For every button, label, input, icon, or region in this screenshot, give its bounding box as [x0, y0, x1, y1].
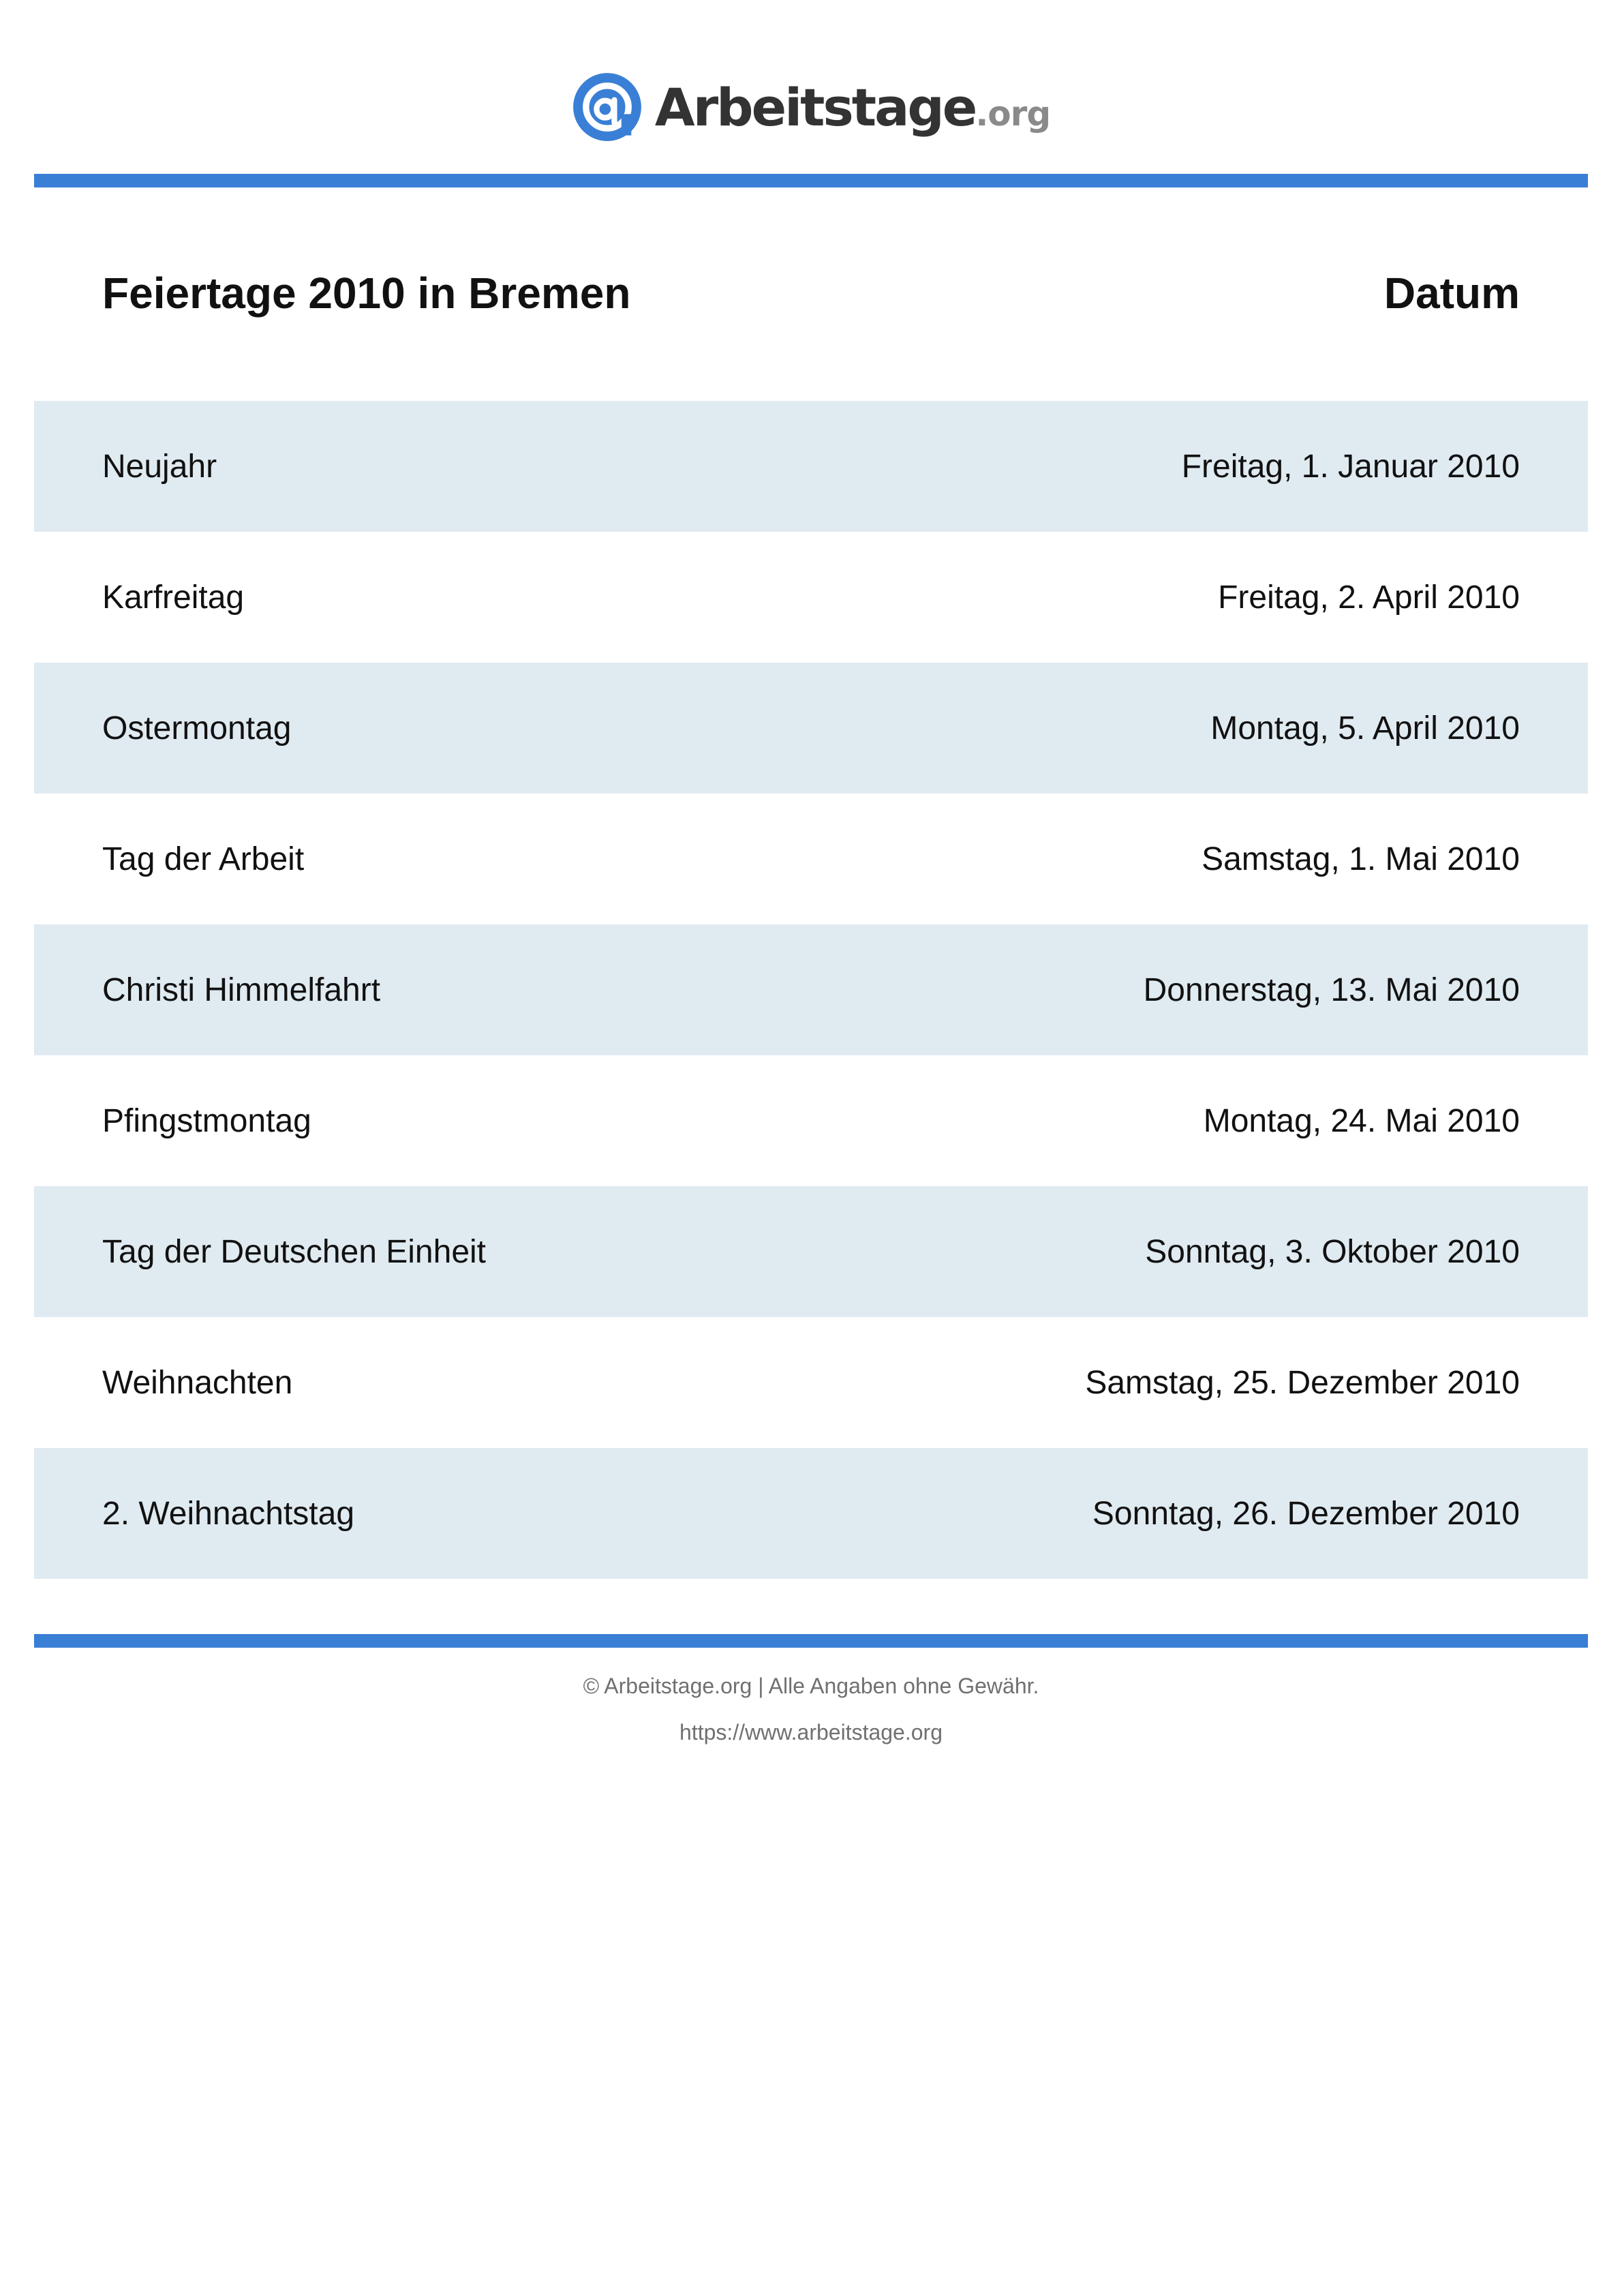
- holiday-date: Donnerstag, 13. Mai 2010: [1143, 971, 1520, 1008]
- holiday-name: Neujahr: [102, 448, 217, 485]
- holiday-row: [34, 924, 1588, 1055]
- top-divider: [34, 174, 1588, 187]
- holiday-row: [34, 1317, 1588, 1448]
- holiday-date: Sonntag, 3. Oktober 2010: [1145, 1233, 1520, 1270]
- holiday-row: [34, 1055, 1588, 1186]
- footer-copyright: © Arbeitstage.org | Alle Angaben ohne Gewähr.: [583, 1674, 1039, 1698]
- at-sign-icon: [572, 72, 643, 142]
- holiday-date: Montag, 5. April 2010: [1210, 710, 1520, 746]
- table-header: [34, 252, 1588, 334]
- holiday-row: [34, 794, 1588, 924]
- holiday-date: Sonntag, 26. Dezember 2010: [1092, 1495, 1520, 1532]
- holiday-row: [34, 1186, 1588, 1317]
- logo-wordmark: [655, 77, 1050, 138]
- footer-url[interactable]: https://www.arbeitstage.org: [679, 1720, 943, 1744]
- holiday-name: 2. Weihnachtstag: [102, 1495, 355, 1532]
- site-logo: [0, 72, 1622, 142]
- table-title: Feiertage 2010 in Bremen: [102, 269, 631, 318]
- holiday-date: Freitag, 1. Januar 2010: [1181, 448, 1520, 485]
- holiday-list: [34, 401, 1588, 1579]
- holiday-name: Tag der Arbeit: [102, 841, 305, 877]
- holiday-name: Christi Himmelfahrt: [102, 971, 381, 1008]
- holiday-row: [34, 1448, 1588, 1579]
- holiday-date: Freitag, 2. April 2010: [1218, 579, 1520, 616]
- holiday-row: [34, 663, 1588, 794]
- logo-name: Arbeitstage: [654, 76, 976, 138]
- holiday-date: Samstag, 25. Dezember 2010: [1085, 1364, 1520, 1401]
- holiday-name: Karfreitag: [102, 579, 245, 616]
- logo-tld: .org: [975, 93, 1051, 134]
- holiday-date: Samstag, 1. Mai 2010: [1202, 841, 1520, 877]
- holiday-row: [34, 532, 1588, 663]
- date-column-header: Datum: [1383, 269, 1520, 318]
- holiday-name: Pfingstmontag: [102, 1102, 311, 1139]
- holiday-name: Ostermontag: [102, 710, 292, 746]
- holiday-name: Weihnachten: [102, 1364, 293, 1401]
- holiday-row: [34, 401, 1588, 532]
- holiday-name: Tag der Deutschen Einheit: [102, 1233, 487, 1270]
- holiday-date: Montag, 24. Mai 2010: [1203, 1102, 1520, 1139]
- bottom-divider: [34, 1634, 1588, 1648]
